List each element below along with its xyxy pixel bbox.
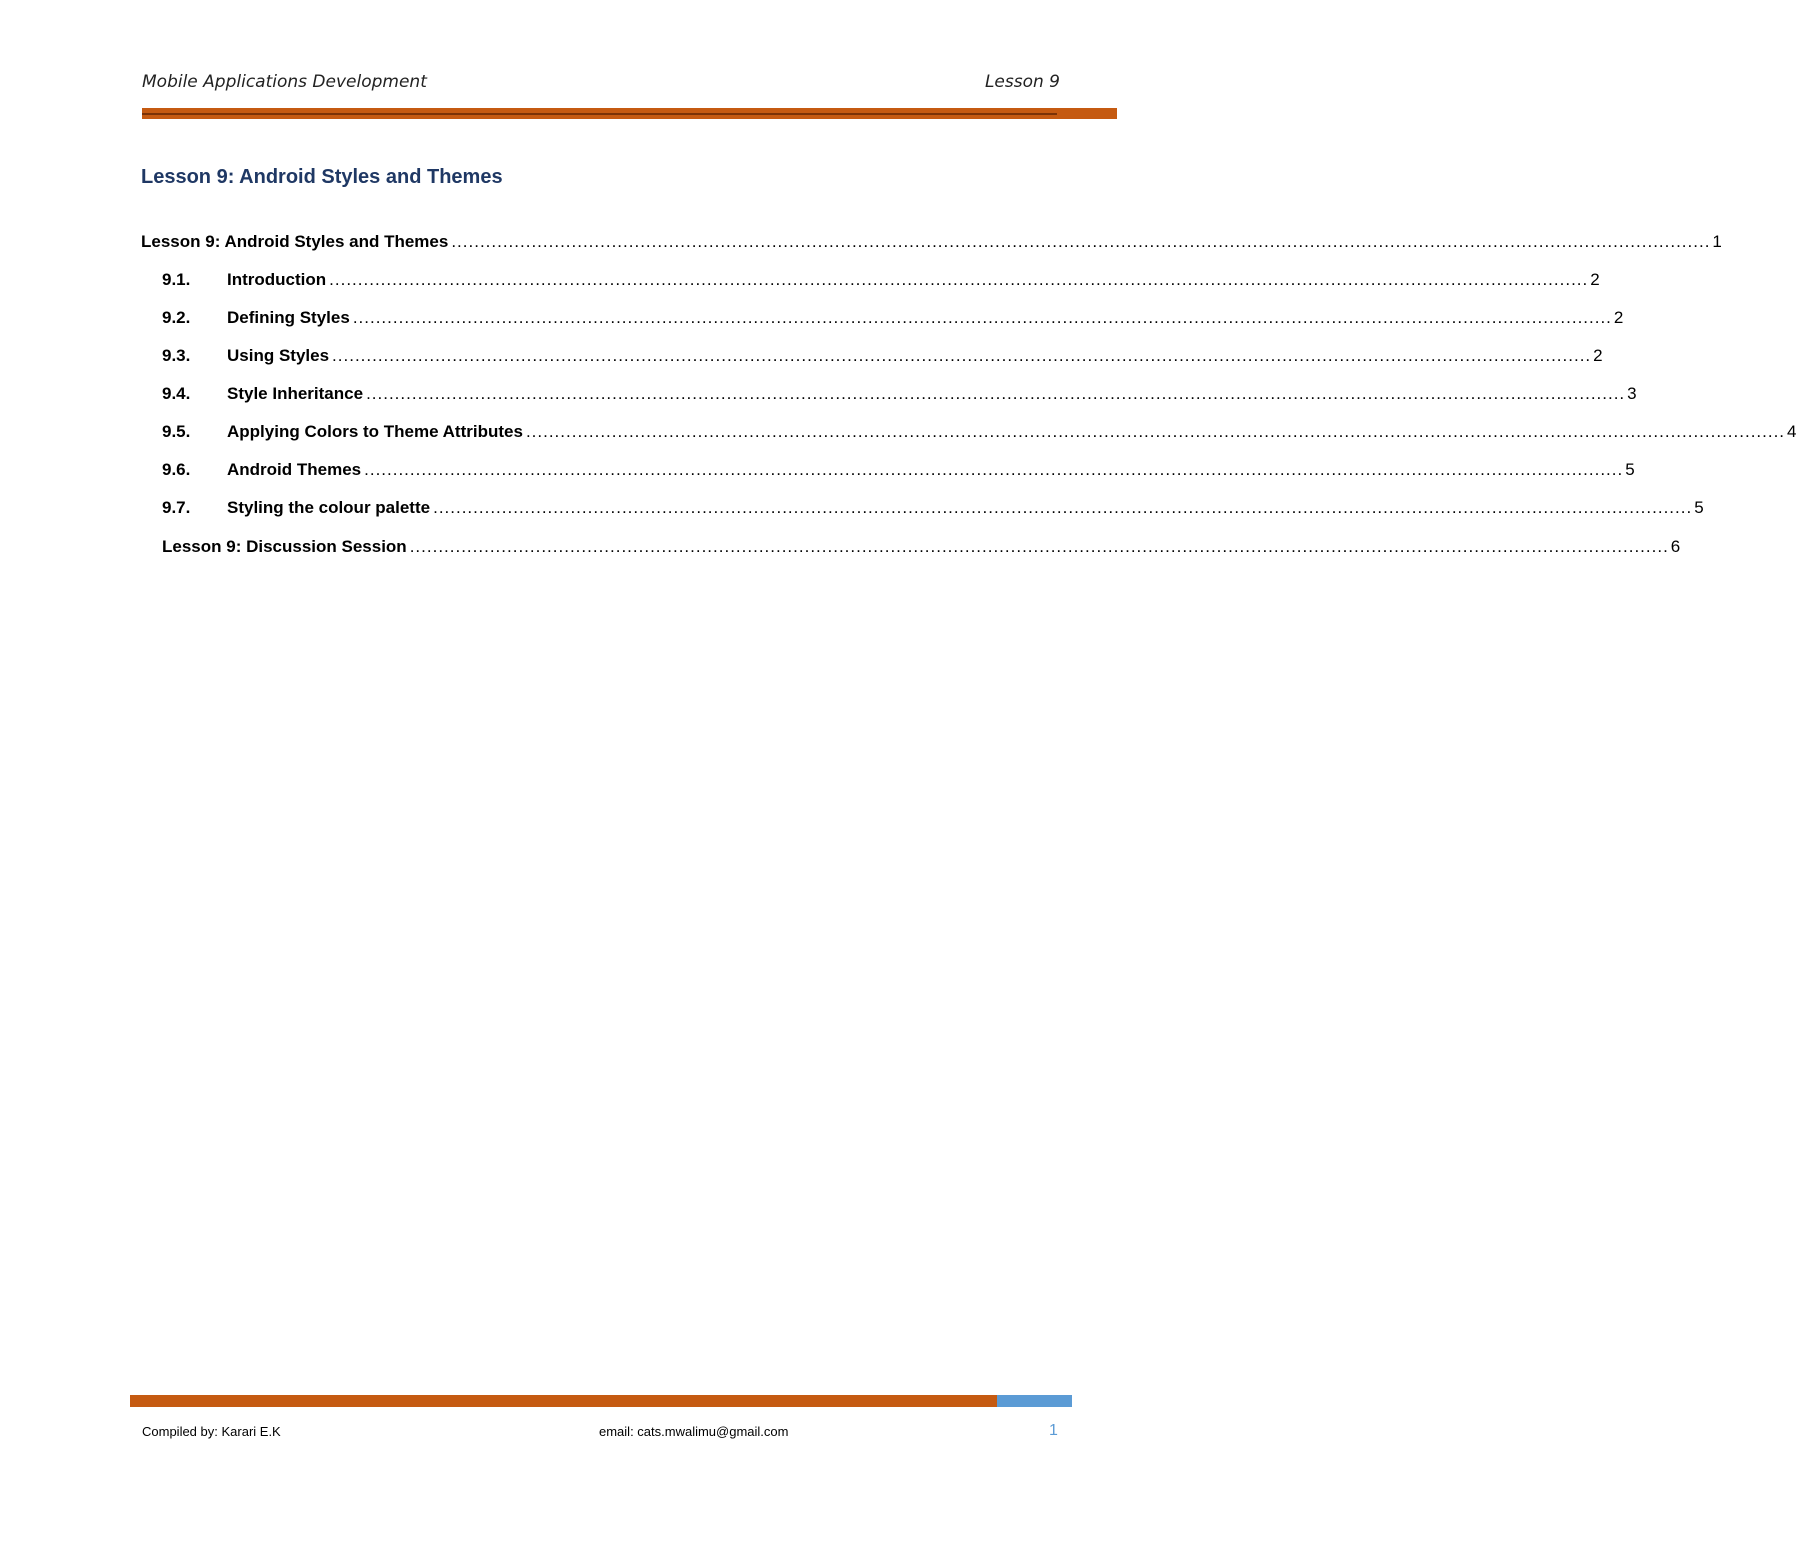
toc-entry-number: 9.7. [162,498,191,517]
toc-entry-page: 5 [1625,460,1635,479]
toc-entry-page: 4 [1787,422,1797,441]
toc-entry-label: Android Themes [227,460,362,479]
toc-dot-leader: ............................................................................................................................................................................................................................ [329,270,1589,289]
footer-email: email: cats.mwalimu@gmail.com [599,1424,789,1439]
toc-dot-leader: ............................................................................................................................................................................................................................ [332,346,1592,365]
toc-entry-page: 2 [1590,270,1600,289]
toc-entry-number: 9.1. [162,270,191,289]
toc-entry-page: 5 [1694,498,1704,517]
toc-entry[interactable] [162,533,1681,557]
footer-page-number: 1 [1049,1422,1058,1439]
toc-dot-leader: ............................................................................................................................................................................................................................ [366,384,1626,403]
header-course-title: Mobile Applications Development [142,72,427,92]
toc-entry[interactable] [162,304,1624,328]
toc-entry-page: 6 [1670,537,1681,556]
toc-entry[interactable] [162,494,1704,518]
toc-entry[interactable] [162,342,1603,366]
toc-entry-label: Introduction [227,270,327,289]
toc-entry-number: 9.5. [162,422,191,441]
toc-entry-number: 9.4. [162,384,191,403]
page-header [142,72,1060,96]
toc-entry[interactable] [162,456,1635,480]
toc-entry-label: Applying Colors to Theme Attributes [227,422,523,441]
toc-dot-leader: ............................................................................................................................................................................................................................ [409,537,1669,556]
toc-entry-page: 2 [1613,308,1624,327]
toc-entry-number: 9.2. [162,308,191,327]
toc-heading: Lesson 9: Android Styles and Themes [141,166,503,188]
header-lesson-label: Lesson 9 [984,72,1060,92]
toc-entry-page: 3 [1627,384,1637,403]
toc-entry-page: 2 [1593,346,1603,365]
header-rule-inner-line [142,113,1057,115]
toc-entry[interactable] [141,228,1722,252]
toc-entry-label: Lesson 9: Android Styles and Themes [141,232,449,251]
toc-entry-label: Styling the colour palette [227,498,431,517]
footer-rule-blue [997,1395,1072,1407]
toc-dot-leader: ............................................................................................................................................................................................................................ [525,422,1786,441]
toc-entry[interactable] [162,380,1637,404]
toc-entry-label: Lesson 9: Discussion Session [162,537,407,556]
toc-dot-leader: ............................................................................................................................................................................................................................ [364,460,1624,479]
toc-dot-leader: ............................................................................................................................................................................................................................ [433,498,1693,517]
footer-compiled-by: Compiled by: Karari E.K [142,1424,281,1439]
footer-rule-orange [130,1395,997,1407]
toc-entry-page: 1 [1712,232,1722,251]
toc-dot-leader: ............................................................................................................................................................................................................................ [352,308,1612,327]
toc-entry-number: 9.3. [162,346,191,365]
toc-entry[interactable] [162,266,1600,290]
toc-entry-label: Style Inheritance [227,384,364,403]
toc-entry-label: Using Styles [227,346,330,365]
toc-dot-leader: ............................................................................................................................................................................................................................ [451,232,1711,251]
toc-entry[interactable] [162,418,1797,442]
toc-entry-label: Defining Styles [227,308,350,327]
toc-entry-number: 9.6. [162,460,191,479]
